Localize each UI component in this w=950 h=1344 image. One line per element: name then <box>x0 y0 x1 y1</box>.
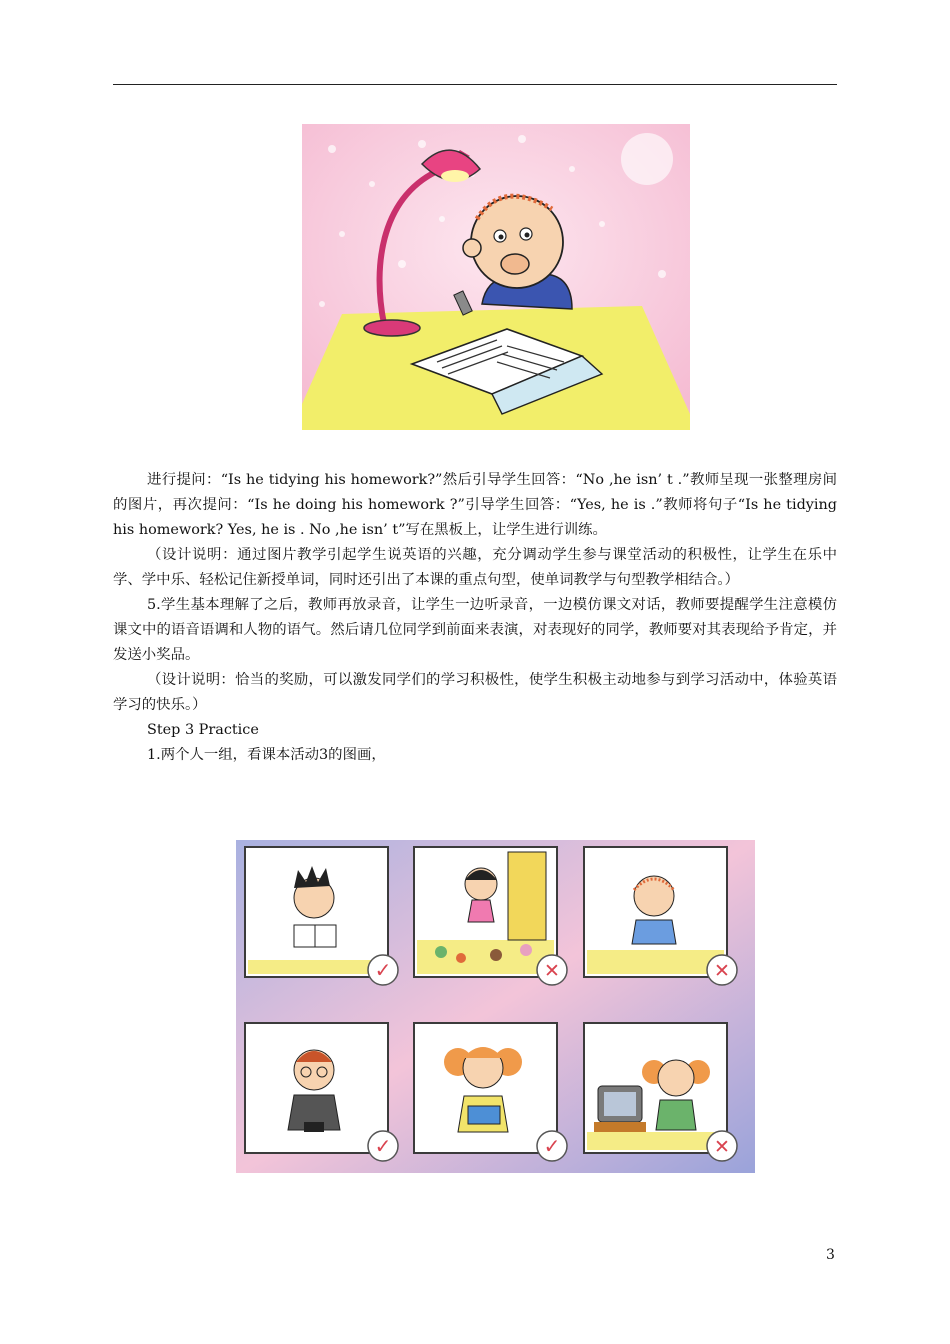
mark-cross-2: ✕ <box>544 960 560 982</box>
header-rule <box>113 84 837 85</box>
mark-cross-6: ✕ <box>714 1136 730 1158</box>
panel-girl-tv <box>584 1023 737 1161</box>
paragraph-pair-work: 1.两个人一组，看课本活动3的图画， <box>147 747 386 763</box>
paragraph-step-3-heading: Step 3 Practice <box>147 722 259 738</box>
mark-check-4: ✓ <box>374 1134 392 1158</box>
illustration-activity-3-panels <box>236 840 755 1173</box>
illustration-boy-homework <box>302 124 690 430</box>
panel-man-phone <box>245 1023 398 1161</box>
paragraph-questioning: 进行提问：“Is he tidying his homework?”然后引导学生回答：“No ,he isn’ t .”教师呈现一张整理房间的图片，再次提问：“Is he doing his homework ?”引导学生回答：“Yes, he is .”教师将句子“Is he tidying his homework? Yes, he is . No ,he isn’ t”写在黑板上，让学生进行训练。 <box>113 472 837 538</box>
page-number: 3 <box>826 1247 835 1263</box>
panel-boy-homework <box>245 847 398 985</box>
paragraph-design-note-1: （设计说明：通过图片教学引起学生说英语的兴趣，充分调动学生参与课堂活动的积极性，让学生在乐中学、学中乐、轻松记住新授单词，同时还引出了本课的重点句型，使单词教学与句型教学相结合。） <box>113 547 837 588</box>
mark-cross-3: ✕ <box>714 960 730 982</box>
panel-woman-reading <box>414 1023 567 1161</box>
panel-boy-eating <box>584 847 737 985</box>
paragraph-step-5: 5.学生基本理解了之后，教师再放录音，让学生一边听录音，一边模仿课文对话，教师要提醒学生注意模仿课文中的语音语调和人物的语气。然后请几位同学到前面来表演，对表现好的同学，教师要对其表现给予肯定，并发送小奖品。 <box>113 597 837 663</box>
mark-check-1: ✓ <box>374 958 392 982</box>
paragraph-design-note-2: （设计说明：恰当的奖励，可以激发同学们的学习积极性，使学生积极主动地参与到学习活动中，体验英语学习的快乐。） <box>113 672 837 713</box>
panel-girl-toys <box>414 847 567 985</box>
mark-check-5: ✓ <box>543 1134 561 1158</box>
body-text <box>113 468 837 768</box>
